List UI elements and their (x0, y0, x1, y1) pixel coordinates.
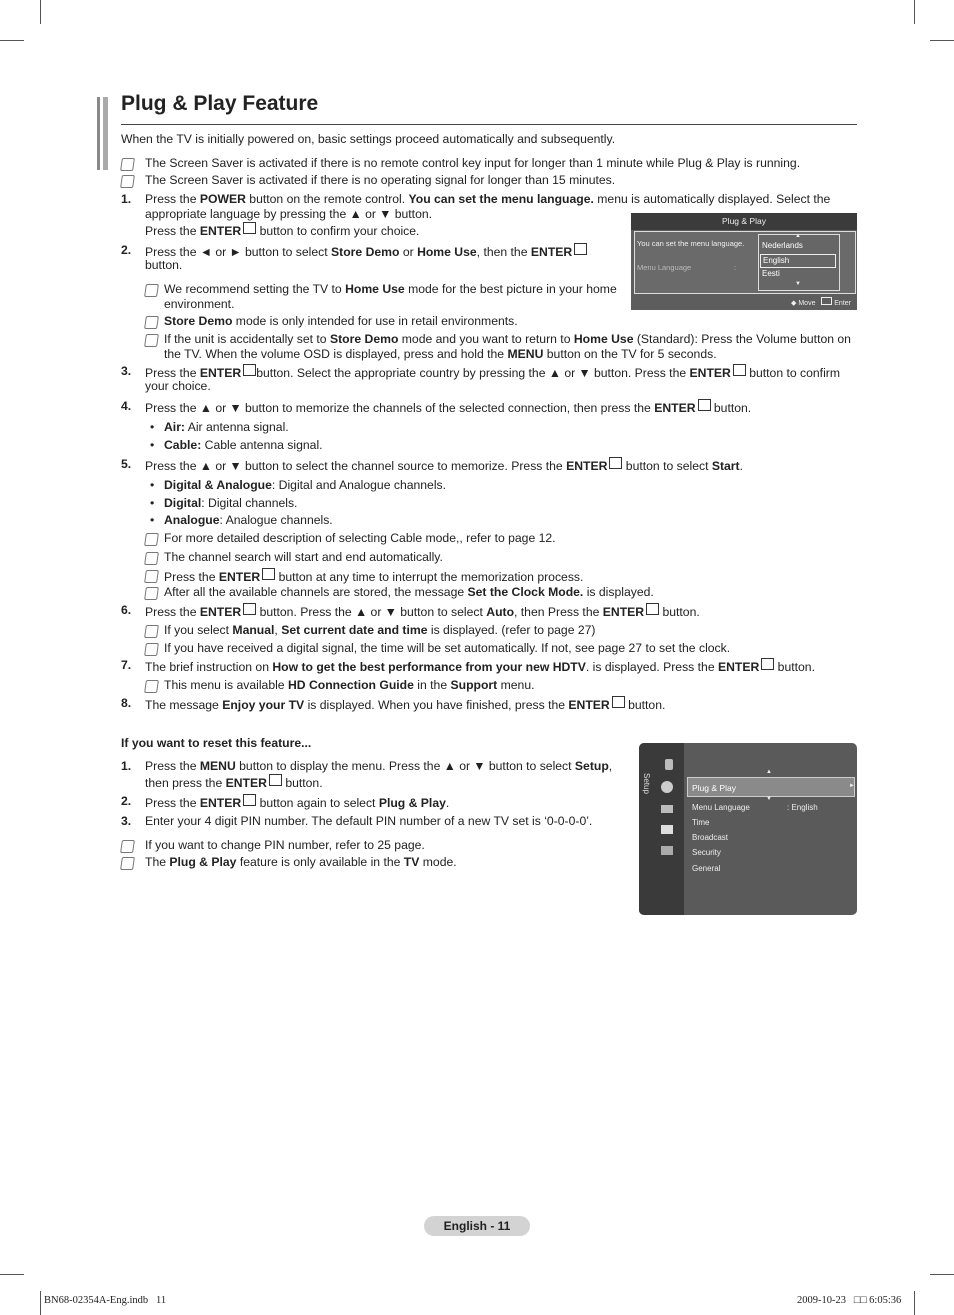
intro: When the TV is initially powered on, basic settings proceed automatically and subsequently. (121, 132, 616, 146)
crop-mark (0, 1274, 24, 1275)
screen-header: Plug & Play (631, 213, 857, 230)
arrow-down-icon: ▼ (795, 281, 801, 287)
title-rule (121, 124, 857, 125)
arrow-up-icon: ▲ (795, 233, 801, 239)
menu-item-broadcast[interactable]: Broadcast (692, 833, 729, 842)
note-icon (144, 570, 159, 583)
enter-icon (698, 399, 711, 411)
decor-bar (103, 97, 108, 170)
enter-icon (243, 603, 256, 615)
enter-icon (733, 364, 746, 376)
menu-language-colon: : (734, 263, 737, 272)
note-icon (144, 533, 159, 546)
note-icon (144, 680, 159, 693)
note-icon (144, 587, 159, 600)
note-icon (144, 643, 159, 656)
enter-icon (821, 297, 832, 305)
enter-icon (646, 603, 659, 615)
menu-item-menu-language[interactable]: Menu Language (692, 803, 750, 812)
note-icon (120, 175, 135, 188)
menu-language-value: : English (787, 803, 818, 812)
crop-mark (40, 1291, 41, 1315)
enter-icon (262, 568, 275, 580)
menu-sidebar (639, 743, 684, 915)
input-icon[interactable] (661, 805, 673, 813)
page-title: Plug & Play Feature (121, 92, 319, 115)
print-date: 2009-10-23 □□ 6:05:36 (797, 1295, 902, 1306)
enter-icon (243, 222, 256, 234)
note-icon (120, 840, 135, 853)
plug-and-play-screen (631, 213, 857, 310)
note-icon (144, 334, 159, 347)
arrow-right-icon: ► (849, 783, 855, 789)
enter-icon (243, 364, 256, 376)
language-option-selected[interactable]: English (760, 254, 836, 268)
screen-footer: ◆ Move Enter (791, 297, 851, 307)
menu-item-general[interactable]: General (692, 864, 721, 873)
application-icon[interactable] (661, 825, 673, 834)
menu-item-time[interactable]: Time (692, 818, 710, 827)
screen-message: You can set the menu language. (637, 239, 745, 248)
gear-icon[interactable] (661, 781, 673, 793)
enter-icon (761, 658, 774, 670)
menu-language-label: Menu Language (637, 263, 692, 272)
crop-mark (0, 40, 24, 41)
file-name: BN68-02354A-Eng.indb 11 (44, 1295, 167, 1306)
arrow-up-icon: ▲ (766, 769, 772, 775)
note-icon (120, 857, 135, 870)
crop-mark (930, 1274, 954, 1275)
arrow-down-icon: ▼ (766, 796, 772, 802)
note-icon (120, 158, 135, 171)
menu-item-plug-and-play[interactable]: Plug & Play (687, 777, 855, 797)
language-option[interactable]: Eesti (762, 269, 780, 278)
crop-mark (40, 0, 41, 24)
language-option[interactable]: Nederlands (762, 241, 803, 250)
reset-heading: If you want to reset this feature... (121, 736, 312, 750)
enter-icon (609, 457, 622, 469)
menu-item-security[interactable]: Security (692, 848, 721, 857)
note-icon (144, 316, 159, 329)
setup-menu-screen (639, 743, 857, 915)
picture-icon[interactable] (665, 759, 673, 770)
crop-mark (914, 0, 915, 24)
decor-bar (97, 97, 100, 170)
enter-icon (269, 774, 282, 786)
enter-icon (574, 243, 587, 255)
crop-mark (914, 1291, 915, 1315)
note-icon (144, 552, 159, 565)
note-icon (144, 625, 159, 638)
page-number-badge: English - 11 (424, 1216, 530, 1236)
language-list[interactable] (758, 234, 840, 291)
enter-icon (243, 794, 256, 806)
enter-icon (612, 696, 625, 708)
note-icon (144, 284, 159, 297)
crop-mark (930, 40, 954, 41)
setup-label: Setup (642, 773, 651, 794)
support-icon[interactable] (661, 846, 673, 855)
move-icon: ◆ (791, 300, 797, 307)
